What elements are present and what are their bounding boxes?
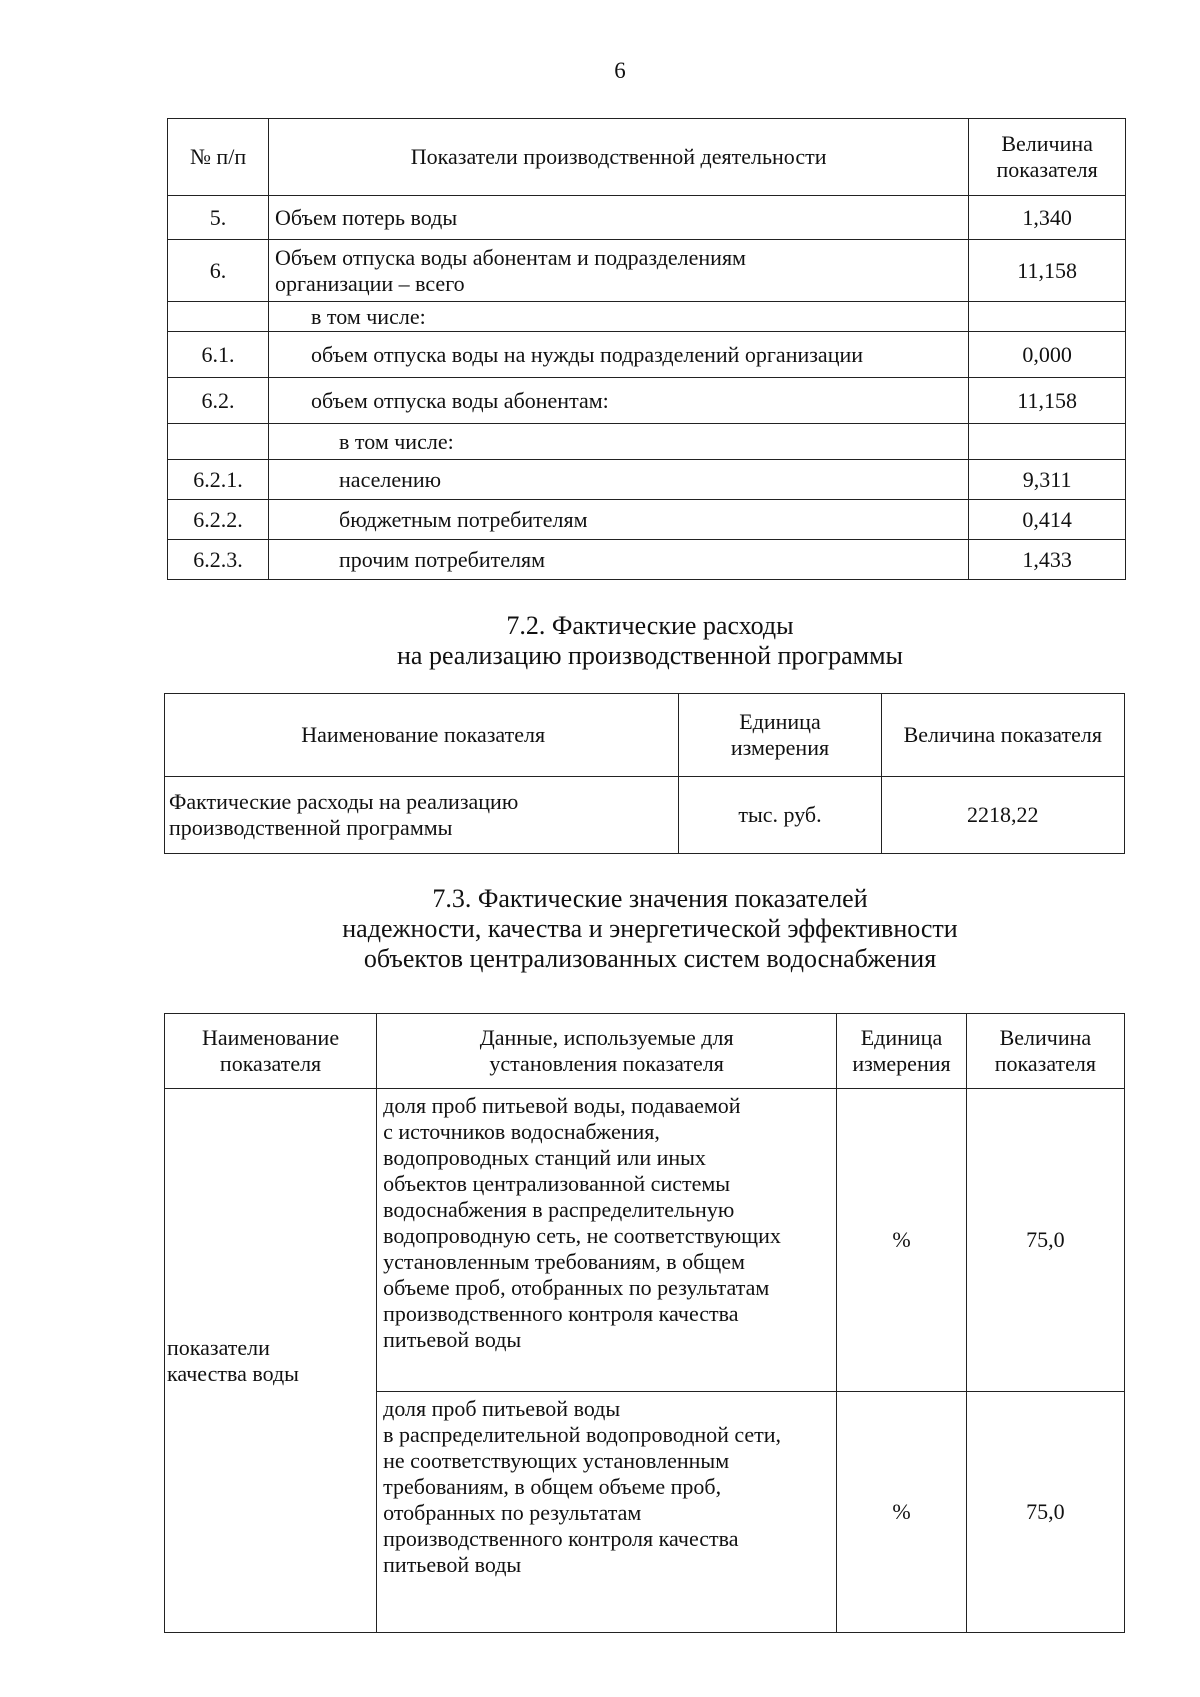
section-7-2-title-line2: на реализацию производственной программы	[396, 641, 903, 670]
row-name: объем отпуска воды на нужды подразделений организации	[269, 332, 969, 378]
table-row	[168, 378, 1126, 424]
row-number: 6.2.2.	[168, 500, 269, 540]
header-value: Величина показателя	[969, 119, 1126, 196]
row-number: 6.2.1.	[168, 460, 269, 500]
section-7-2-heading	[0, 611, 1200, 671]
section-7-2-title-line1: 7.2. Фактические расходы	[506, 611, 794, 640]
row-value	[969, 424, 1126, 460]
row-name: бюджетным потребителям	[269, 500, 969, 540]
table-row	[168, 196, 1126, 240]
section-7-3-heading	[0, 884, 1200, 974]
row-value: 1,433	[969, 540, 1126, 580]
value-cell: 75,0	[966, 1392, 1124, 1633]
expenses-value: 2218,22	[881, 777, 1124, 854]
table-row	[165, 1089, 1125, 1392]
header-indicator-name: Наименование показателя	[165, 1014, 377, 1089]
header-value: Величина показателя	[881, 694, 1124, 777]
expenses-name: Фактические расходы на реализацию производственной программы	[165, 777, 679, 854]
actual-expenses-table	[164, 693, 1125, 854]
table-header-row	[165, 1014, 1125, 1089]
row-number: 5.	[168, 196, 269, 240]
table-row	[168, 332, 1126, 378]
table-header-row	[168, 119, 1126, 196]
row-number: 6.	[168, 240, 269, 302]
section-7-3-title-line2: надежности, качества и энергетической эффективности	[342, 914, 958, 943]
page-number: 6	[614, 58, 626, 83]
expenses-unit: тыс. руб.	[679, 777, 881, 854]
production-indicators-table	[167, 118, 1126, 580]
table-row	[168, 540, 1126, 580]
row-value: 1,340	[969, 196, 1126, 240]
row-value	[969, 302, 1126, 332]
row-value: 11,158	[969, 240, 1126, 302]
header-number: № п/п	[168, 119, 269, 196]
unit-cell: %	[837, 1089, 967, 1392]
value-cell: 75,0	[966, 1089, 1124, 1392]
table-row	[168, 500, 1126, 540]
row-name: в том числе:	[269, 302, 969, 332]
row-value: 9,311	[969, 460, 1126, 500]
table-row	[168, 240, 1126, 302]
row-value: 11,158	[969, 378, 1126, 424]
row-name: населению	[269, 460, 969, 500]
header-indicator-name: Наименование показателя	[165, 694, 679, 777]
row-name: объем отпуска воды абонентам:	[269, 378, 969, 424]
row-number	[168, 302, 269, 332]
row-name: в том числе:	[269, 424, 969, 460]
row-number: 6.2.	[168, 378, 269, 424]
row-number: 6.1.	[168, 332, 269, 378]
row-value: 0,414	[969, 500, 1126, 540]
table-row	[168, 460, 1126, 500]
row-name: Объем отпуска воды абонентам и подразделениям организации – всего	[269, 240, 969, 302]
row-number	[168, 424, 269, 460]
section-7-3-title-line1: 7.3. Фактические значения показателей	[432, 884, 868, 913]
row-name: Объем потерь воды	[269, 196, 969, 240]
table-header-row	[165, 694, 1125, 777]
header-value: Величина показателя	[966, 1014, 1124, 1089]
row-number: 6.2.3.	[168, 540, 269, 580]
header-unit: Единица измерения	[679, 694, 881, 777]
data-used-cell: доля проб питьевой воды в распределительной водопроводной сети, не соответствующих установленным требованиям, в общем объеме проб, отобранных по результатам производственного контроля качества питьевой воды	[377, 1392, 837, 1633]
header-indicator: Показатели производственной деятельности	[269, 119, 969, 196]
header-unit: Единица измерения	[837, 1014, 967, 1089]
table-row	[168, 424, 1126, 460]
data-used-cell: доля проб питьевой воды, подаваемой с источников водоснабжения, водопроводных станций или иных объектов централизованной системы водоснабжения в распределительную водопроводную сеть, не соответствующих установленным требованиям, в общем объеме проб, отобранных по результатам производственного контроля качества питьевой воды	[377, 1089, 837, 1392]
table-row	[168, 302, 1126, 332]
row-name: прочим потребителям	[269, 540, 969, 580]
group-name-cell: показатели качества воды	[165, 1089, 377, 1633]
header-data-used: Данные, используемые для установления показателя	[377, 1014, 837, 1089]
section-7-3-title-line3: объектов централизованных систем водоснабжения	[363, 944, 937, 973]
unit-cell: %	[837, 1392, 967, 1633]
table-row	[165, 777, 1125, 854]
row-value: 0,000	[969, 332, 1126, 378]
water-quality-indicators-table	[164, 1013, 1125, 1633]
